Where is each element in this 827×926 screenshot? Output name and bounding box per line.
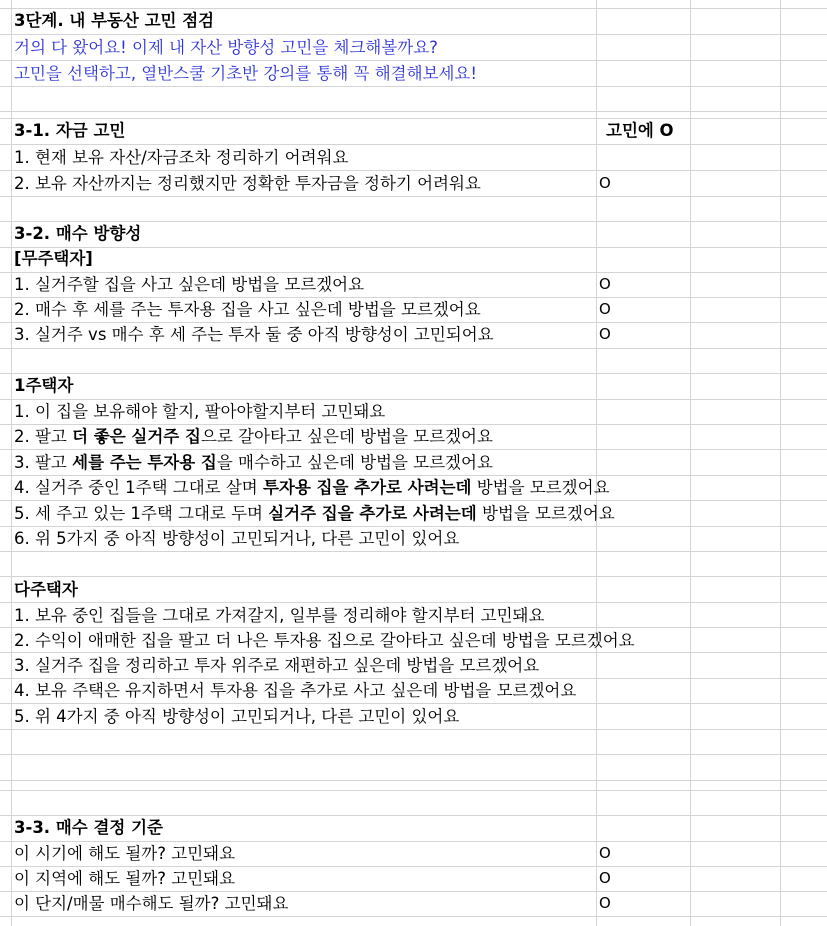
text-phrase: 으로 갈아타고 싶은데 방법을 모르겠어요 <box>200 427 493 446</box>
row-gridline <box>0 729 827 730</box>
checklist-item <box>14 322 596 347</box>
row-gridline <box>0 790 827 791</box>
row-gridline <box>0 111 827 112</box>
checklist-item <box>14 603 814 628</box>
checklist-item: 이 단지/매물 매수해도 될까? 고민돼요 <box>14 894 289 913</box>
check-mark-cell[interactable]: O <box>599 325 611 343</box>
bold-phrase: 더 좋은 실거주 집 <box>72 427 201 446</box>
check-column-header: 고민에 O <box>606 121 674 140</box>
checklist-item <box>14 450 814 475</box>
bold-phrase: 세를 주는 투자용 집 <box>72 453 217 472</box>
check-mark-cell[interactable] <box>599 145 692 170</box>
section-heading-funds: 3-1. 자금 고민 <box>14 121 126 140</box>
text-phrase: 3. 팔고 <box>14 453 73 472</box>
check-mark-cell[interactable]: O <box>599 869 611 887</box>
check-mark-cell[interactable]: O <box>599 300 611 318</box>
text-phrase: 1. 보유 중인 집들을 그대로 가져갈지, 일부를 정리해야 할지부터 고민돼요 <box>14 606 545 625</box>
text-phrase: 3. 실거주 집을 정리하고 투자 위주로 재편하고 싶은데 방법을 모르겠어요 <box>14 656 540 675</box>
checklist-item: 1. 현재 보유 자산/자금조차 정리하기 어려워요 <box>14 148 349 167</box>
intro-line: 거의 다 왔어요! 이제 내 자산 방향성 고민을 체크해볼까요? <box>14 38 438 57</box>
text-phrase: 1. 이 집을 보유해야 할지, 팔아야할지부터 고민돼요 <box>14 402 386 421</box>
check-mark-cell[interactable]: O <box>599 844 611 862</box>
text-phrase: 2. 수익이 애매한 집을 팔고 더 나은 투자용 집으로 갈아타고 싶은데 방법을 모르겠어요 <box>14 631 635 650</box>
row-gridline <box>0 754 827 755</box>
row-gridline <box>0 551 827 552</box>
text-phrase: 방법을 모르겠어요 <box>476 504 615 523</box>
row-gridline <box>0 916 827 917</box>
group-title: 1주택자 <box>14 376 74 395</box>
intro-line: 고민을 선택하고, 열반스쿨 기초반 강의를 통해 꼭 해결해보세요! <box>14 64 477 83</box>
text-phrase: 1. 실거주할 집을 사고 싶은데 방법을 모르겠어요 <box>14 275 365 294</box>
group-title: [무주택자] <box>14 249 93 268</box>
checklist-item <box>14 424 814 449</box>
checklist-item <box>14 399 814 424</box>
section-heading-direction: 3-2. 매수 방향성 <box>14 224 142 243</box>
text-phrase: 4. 보유 주택은 유지하면서 투자용 집을 추가로 사고 싶은데 방법을 모르겠어요 <box>14 681 577 700</box>
text-phrase: 5. 위 4가지 중 아직 방향성이 고민되거나, 다른 고민이 있어요 <box>14 707 460 726</box>
checklist-item <box>14 628 814 653</box>
row-gridline <box>0 196 827 197</box>
checklist-item: 2. 보유 자산까지는 정리했지만 정확한 투자금을 정하기 어려워요 <box>14 174 481 193</box>
text-phrase: 4. 실거주 중인 1주택 그대로 살며 <box>14 478 263 497</box>
page-title: 3단계. 내 부동산 고민 점검 <box>14 11 215 30</box>
text-phrase: 6. 위 5가지 중 아직 방향성이 고민되거나, 다른 고민이 있어요 <box>14 529 460 548</box>
checklist-item <box>14 704 814 729</box>
bold-phrase: 실거주 집을 추가로 사려는데 <box>268 504 477 523</box>
row-gridline <box>0 780 827 781</box>
text-phrase: 2. 팔고 <box>14 427 73 446</box>
text-phrase: 2. 매수 후 세를 주는 투자용 집을 사고 싶은데 방법을 모르겠어요 <box>14 300 481 319</box>
check-mark-cell[interactable]: O <box>599 894 611 912</box>
checklist-item <box>14 526 814 551</box>
checklist-item <box>14 678 814 703</box>
section-heading-criteria: 3-3. 매수 결정 기준 <box>14 818 163 837</box>
checklist-item <box>14 501 814 526</box>
text-phrase: 을 매수하고 싶은데 방법을 모르겠어요 <box>216 453 493 472</box>
checklist-item <box>14 297 596 322</box>
check-mark-cell[interactable]: O <box>599 174 611 192</box>
text-phrase: 방법을 모르겠어요 <box>471 478 610 497</box>
checklist-item: 이 지역에 해도 될까? 고민돼요 <box>14 869 236 888</box>
checklist-item <box>14 653 814 678</box>
column-gridline <box>11 0 12 926</box>
checklist-item <box>14 475 814 500</box>
bold-phrase: 투자용 집을 추가로 사려는데 <box>262 478 472 497</box>
check-mark-cell[interactable]: O <box>599 275 611 293</box>
checklist-item <box>14 272 596 297</box>
row-gridline <box>0 86 827 87</box>
checklist-item: 이 시기에 해도 될까? 고민돼요 <box>14 844 236 863</box>
group-title: 다주택자 <box>14 580 78 599</box>
text-phrase: 3. 실거주 vs 매수 후 세 주는 투자 둘 중 아직 방향성이 고민되어요 <box>14 325 494 344</box>
row-gridline <box>0 348 827 349</box>
text-phrase: 5. 세 주고 있는 1주택 그대로 두며 <box>14 504 269 523</box>
